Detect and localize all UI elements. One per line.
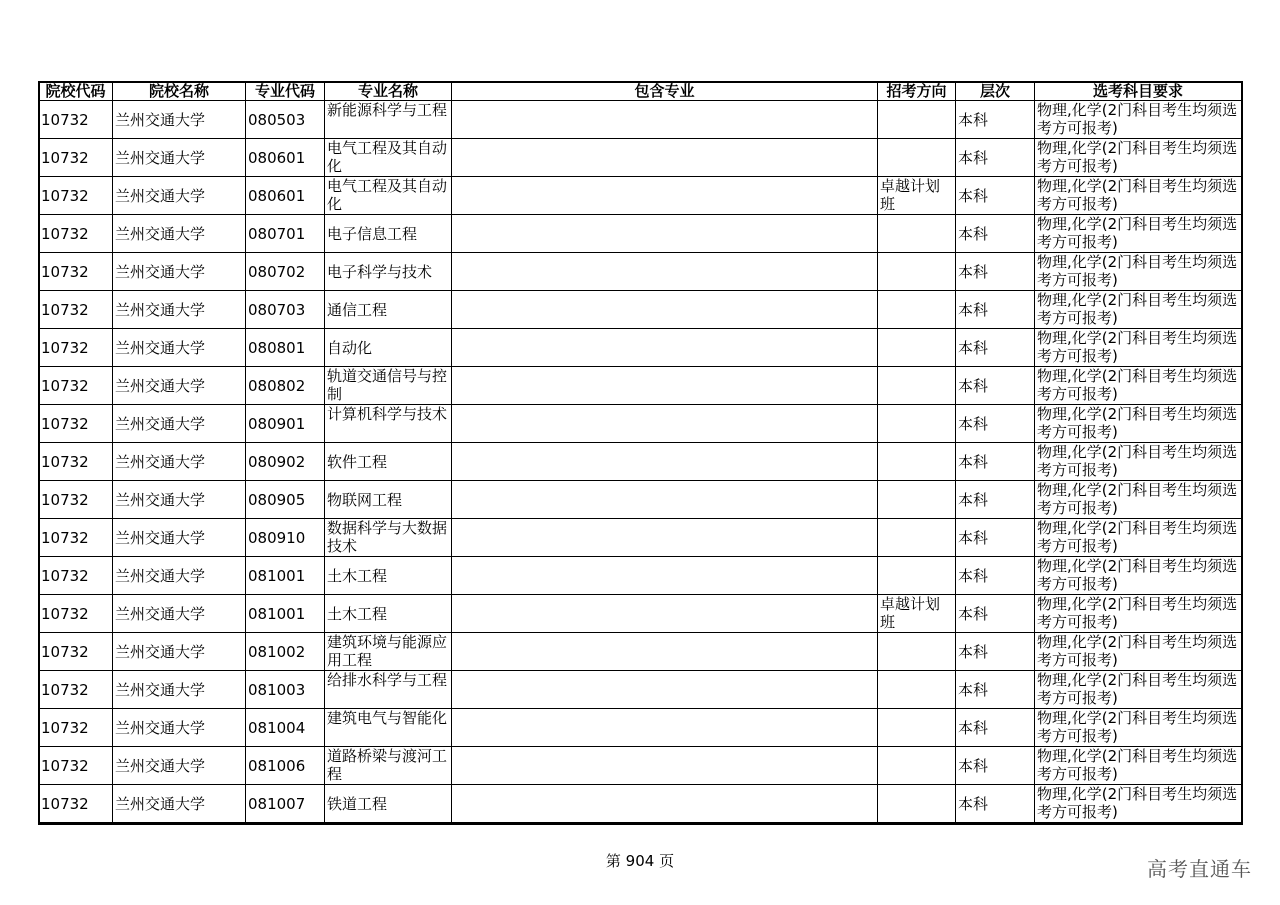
cell-major-name: 土木工程 [325,595,452,633]
cell-major-code: 080503 [246,101,325,139]
header-requirement: 选考科目要求 [1035,82,1242,101]
cell-school-code: 10732 [39,595,113,633]
cell-school-name: 兰州交通大学 [113,633,246,671]
cell-direction [878,443,956,481]
cell-level: 本科 [956,747,1035,785]
table-row [39,709,1242,747]
cell-school-code: 10732 [39,519,113,557]
cell-school-name: 兰州交通大学 [113,139,246,177]
cell-level: 本科 [956,253,1035,291]
cell-level: 本科 [956,101,1035,139]
cell-major-code: 080701 [246,215,325,253]
cell-direction [878,709,956,747]
cell-school-code: 10732 [39,177,113,215]
cell-school-name: 兰州交通大学 [113,671,246,709]
watermark: 高考直通车 [1147,857,1252,881]
admission-table [38,81,1242,823]
cell-requirement: 物理,化学(2门科目考生均须选考方可报考) [1035,519,1242,557]
cell-included-majors [452,215,878,253]
cell-level: 本科 [956,519,1035,557]
header-major-code: 专业代码 [246,82,325,101]
cell-major-name: 土木工程 [325,557,452,595]
cell-level: 本科 [956,177,1035,215]
cell-direction [878,785,956,823]
table-row [39,405,1242,443]
cell-major-name: 给排水科学与工程 [325,671,452,709]
cell-school-code: 10732 [39,291,113,329]
cell-requirement: 物理,化学(2门科目考生均须选考方可报考) [1035,709,1242,747]
cell-school-name: 兰州交通大学 [113,595,246,633]
cell-major-code: 081002 [246,633,325,671]
cell-school-name: 兰州交通大学 [113,367,246,405]
cell-included-majors [452,595,878,633]
cell-requirement: 物理,化学(2门科目考生均须选考方可报考) [1035,671,1242,709]
cell-school-code: 10732 [39,405,113,443]
cell-included-majors [452,709,878,747]
cell-direction [878,405,956,443]
cell-level: 本科 [956,405,1035,443]
cell-requirement: 物理,化学(2门科目考生均须选考方可报考) [1035,595,1242,633]
header-included-majors: 包含专业 [452,82,878,101]
cell-major-code: 080910 [246,519,325,557]
cell-school-name: 兰州交通大学 [113,101,246,139]
cell-included-majors [452,253,878,291]
table-row [39,785,1242,823]
cell-major-name: 道路桥梁与渡河工程 [325,747,452,785]
cell-requirement: 物理,化学(2门科目考生均须选考方可报考) [1035,139,1242,177]
cell-major-code: 080601 [246,139,325,177]
cell-requirement: 物理,化学(2门科目考生均须选考方可报考) [1035,253,1242,291]
table-row [39,443,1242,481]
cell-major-code: 081006 [246,747,325,785]
cell-level: 本科 [956,443,1035,481]
header-school-name: 院校名称 [113,82,246,101]
cell-major-code: 080802 [246,367,325,405]
cell-included-majors [452,481,878,519]
cell-school-code: 10732 [39,709,113,747]
table-row [39,215,1242,253]
table-row [39,291,1242,329]
cell-level: 本科 [956,785,1035,823]
cell-requirement: 物理,化学(2门科目考生均须选考方可报考) [1035,747,1242,785]
cell-major-name: 物联网工程 [325,481,452,519]
cell-direction: 卓越计划班 [878,177,956,215]
cell-major-code: 081001 [246,595,325,633]
cell-school-code: 10732 [39,101,113,139]
cell-level: 本科 [956,709,1035,747]
cell-requirement: 物理,化学(2门科目考生均须选考方可报考) [1035,481,1242,519]
cell-included-majors [452,139,878,177]
cell-major-name: 电气工程及其自动化 [325,139,452,177]
cell-direction [878,671,956,709]
cell-requirement: 物理,化学(2门科目考生均须选考方可报考) [1035,557,1242,595]
cell-level: 本科 [956,329,1035,367]
cell-school-name: 兰州交通大学 [113,329,246,367]
cell-level: 本科 [956,481,1035,519]
cell-direction [878,101,956,139]
cell-level: 本科 [956,291,1035,329]
cell-school-name: 兰州交通大学 [113,785,246,823]
cell-school-code: 10732 [39,139,113,177]
cell-level: 本科 [956,633,1035,671]
cell-school-code: 10732 [39,215,113,253]
cell-school-code: 10732 [39,785,113,823]
cell-school-code: 10732 [39,633,113,671]
cell-major-code: 080902 [246,443,325,481]
cell-school-name: 兰州交通大学 [113,253,246,291]
cell-requirement: 物理,化学(2门科目考生均须选考方可报考) [1035,443,1242,481]
cell-school-code: 10732 [39,671,113,709]
table-row [39,177,1242,215]
cell-requirement: 物理,化学(2门科目考生均须选考方可报考) [1035,785,1242,823]
cell-direction [878,747,956,785]
table-header-row [39,82,1242,101]
cell-school-code: 10732 [39,367,113,405]
cell-requirement: 物理,化学(2门科目考生均须选考方可报考) [1035,329,1242,367]
cell-requirement: 物理,化学(2门科目考生均须选考方可报考) [1035,291,1242,329]
cell-school-name: 兰州交通大学 [113,709,246,747]
page-number: 第 904 页 [605,852,675,870]
cell-major-code: 080905 [246,481,325,519]
cell-school-name: 兰州交通大学 [113,405,246,443]
cell-requirement: 物理,化学(2门科目考生均须选考方可报考) [1035,633,1242,671]
cell-level: 本科 [956,557,1035,595]
cell-included-majors [452,367,878,405]
table-row [39,519,1242,557]
cell-major-name: 计算机科学与技术 [325,405,452,443]
cell-direction [878,253,956,291]
cell-direction [878,139,956,177]
cell-level: 本科 [956,671,1035,709]
table-row [39,367,1242,405]
cell-included-majors [452,177,878,215]
cell-major-name: 轨道交通信号与控制 [325,367,452,405]
cell-school-code: 10732 [39,329,113,367]
cell-major-code: 081001 [246,557,325,595]
cell-major-name: 电气工程及其自动化 [325,177,452,215]
cell-included-majors [452,671,878,709]
cell-requirement: 物理,化学(2门科目考生均须选考方可报考) [1035,367,1242,405]
cell-level: 本科 [956,367,1035,405]
cell-major-code: 081004 [246,709,325,747]
cell-included-majors [452,519,878,557]
cell-major-name: 电子信息工程 [325,215,452,253]
cell-school-name: 兰州交通大学 [113,443,246,481]
cell-school-code: 10732 [39,253,113,291]
cell-included-majors [452,785,878,823]
table-row [39,595,1242,633]
cell-included-majors [452,329,878,367]
cell-school-name: 兰州交通大学 [113,177,246,215]
cell-major-name: 自动化 [325,329,452,367]
cell-major-code: 080601 [246,177,325,215]
cell-major-name: 新能源科学与工程 [325,101,452,139]
cell-school-name: 兰州交通大学 [113,519,246,557]
table-row [39,557,1242,595]
cell-school-name: 兰州交通大学 [113,215,246,253]
cell-major-name: 软件工程 [325,443,452,481]
cell-major-name: 铁道工程 [325,785,452,823]
cell-school-name: 兰州交通大学 [113,747,246,785]
cell-included-majors [452,405,878,443]
cell-school-name: 兰州交通大学 [113,481,246,519]
cell-included-majors [452,101,878,139]
cell-requirement: 物理,化学(2门科目考生均须选考方可报考) [1035,215,1242,253]
cell-major-code: 081007 [246,785,325,823]
cell-direction [878,557,956,595]
header-direction: 招考方向 [878,82,956,101]
cell-school-code: 10732 [39,481,113,519]
table-row [39,633,1242,671]
header-level: 层次 [956,82,1035,101]
cell-direction [878,329,956,367]
cell-requirement: 物理,化学(2门科目考生均须选考方可报考) [1035,177,1242,215]
cell-included-majors [452,633,878,671]
cell-direction [878,215,956,253]
cell-included-majors [452,291,878,329]
cell-direction [878,481,956,519]
table-row [39,671,1242,709]
cell-direction [878,633,956,671]
cell-school-code: 10732 [39,443,113,481]
cell-school-code: 10732 [39,747,113,785]
cell-major-name: 电子科学与技术 [325,253,452,291]
cell-major-code: 080901 [246,405,325,443]
table-row [39,481,1242,519]
cell-major-code: 080702 [246,253,325,291]
cell-included-majors [452,443,878,481]
cell-major-name: 建筑电气与智能化 [325,709,452,747]
cell-major-code: 080703 [246,291,325,329]
cell-direction [878,291,956,329]
cell-direction [878,367,956,405]
cell-included-majors [452,747,878,785]
cell-direction: 卓越计划班 [878,595,956,633]
cell-major-code: 080801 [246,329,325,367]
cell-school-code: 10732 [39,557,113,595]
header-school-code: 院校代码 [39,82,113,101]
header-major-name: 专业名称 [325,82,452,101]
cell-major-name: 数据科学与大数据技术 [325,519,452,557]
table-row [39,101,1242,139]
cell-requirement: 物理,化学(2门科目考生均须选考方可报考) [1035,101,1242,139]
cell-major-code: 081003 [246,671,325,709]
table-row [39,253,1242,291]
cell-school-name: 兰州交通大学 [113,557,246,595]
cell-direction [878,519,956,557]
table-row [39,329,1242,367]
cell-school-name: 兰州交通大学 [113,291,246,329]
cell-level: 本科 [956,139,1035,177]
table-row [39,747,1242,785]
cell-included-majors [452,557,878,595]
table-row [39,139,1242,177]
cell-level: 本科 [956,595,1035,633]
cell-requirement: 物理,化学(2门科目考生均须选考方可报考) [1035,405,1242,443]
cell-major-name: 建筑环境与能源应用工程 [325,633,452,671]
cell-level: 本科 [956,215,1035,253]
cell-major-name: 通信工程 [325,291,452,329]
